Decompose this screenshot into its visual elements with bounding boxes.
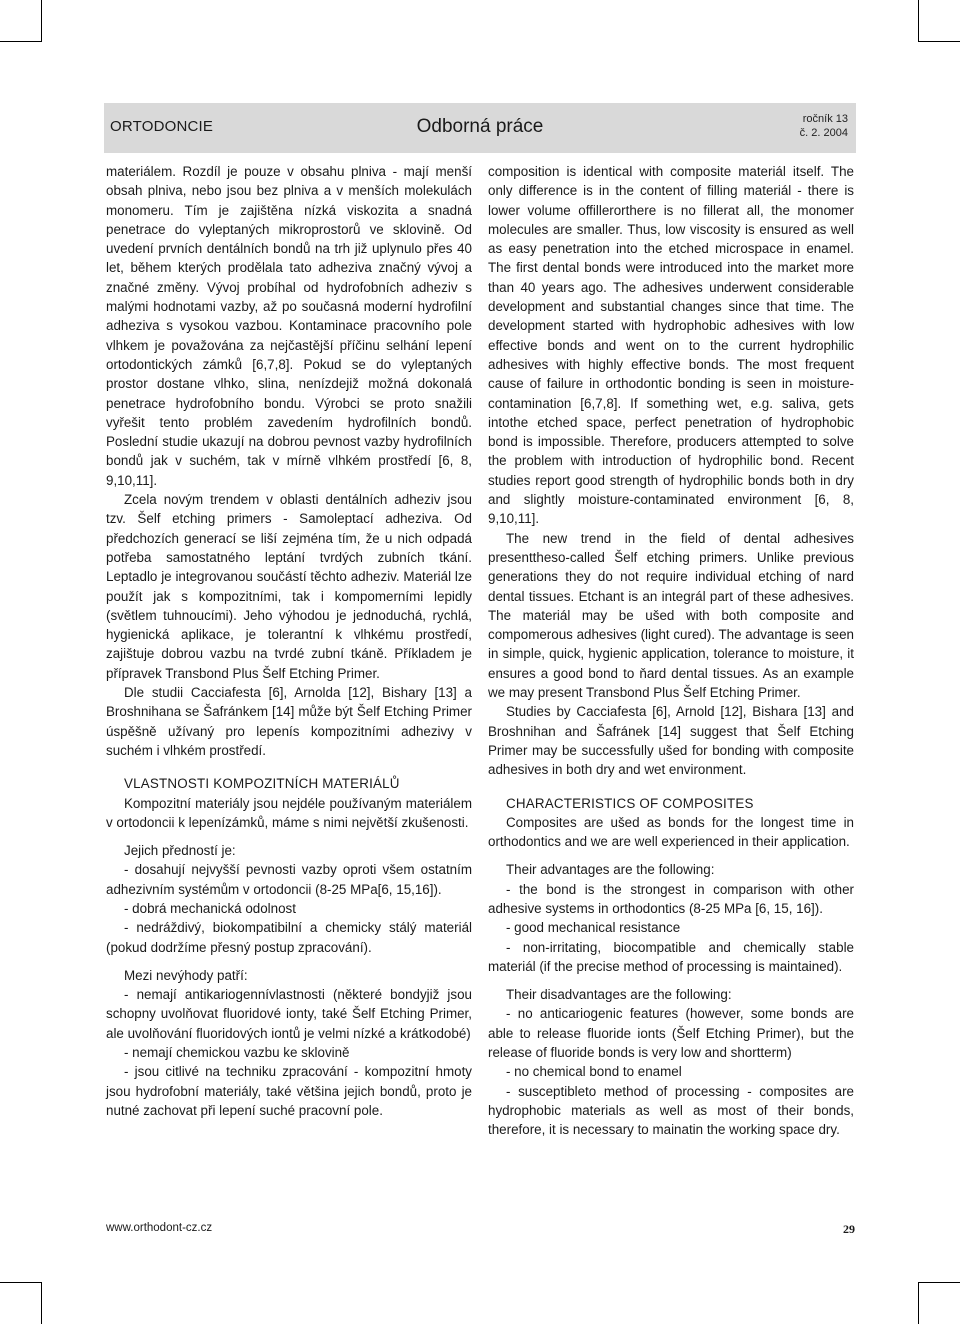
paragraph: materiálem. Rozdíl je pouze v obsahu plniva - mají menší obsah plniva, nebo jsou bez plniva a v menších molekulách monomeru. Tím je zajištěna nízká viskozita a snadná penetrace do vyleptaných mikroprostorů ve sklovině. Od uvedení prvních dentálních bondů na trh již uplynulo přes 40 let, během kterých prodělala tato adheziva značný vývoj a značné změny. Vývoj probíhal od hydrofobních adheziv s malými hodnotami vazby, až po současná moderní hydrofilní adheziva s vysokou vazbou. Kontaminace pracovního pole vlhkem je považována za nejčastější příčinu selhání lepení ortodontických zámků [6,7,8]. Pokud se do vyleptaných prostor dostane vlhko, slina, nenízdejiž možná dokonalá penetrace hydrofobního bondu. Výrobci se proto snažili vyřešit tento problém zavedením hydrofilních bondů. Poslední studie ukazují na dobrou pevnost vazby hydrofilních bondů jak v suchém, tak v mírně vlhkém prostředí [6, 8, 9,10,11]. xyxy=(106,164,472,488)
crop-mark xyxy=(0,41,42,42)
page-title: Odborná práce xyxy=(416,116,544,137)
footer-url[interactable]: www.orthodont-cz.cz xyxy=(106,1222,213,1234)
issue-label: č. 2. 2004 xyxy=(799,127,848,139)
crop-mark xyxy=(918,1282,919,1324)
volume-label: ročník 13 xyxy=(802,113,848,125)
paragraph: - no chemical bond to enamel xyxy=(506,1064,682,1080)
paragraph: Dle studii Cacciafesta [6], Arnolda [12], Bishary [13] a Broshnihana se Šafránkem [14] může být Šelf Etching Primer úspěšně užívaný pro lepenís kompozitními adhezivy v suchém i vlhkém prostředí. xyxy=(106,685,472,758)
section-heading: VLASTNOSTI KOMPOZITNÍCH MATERIÁLŮ xyxy=(124,776,400,792)
paragraph: The new trend in the field of dental adhesives presenttheso-called Šelf etching primers. Unlike previous generations they do not require individual etching of nard dental tissues. Etchant is an integrál part of these adhesives. The materiál may be ušed with both composite and compomerous adhesives (light cured). The advantage is seen in simple, quick, hygienic application, tolerance to moisture, it ensures a good bond to ňard dental tissues. As an example we may present Transbond Plus Šelf Etching Primer. xyxy=(488,530,854,701)
paragraph: composition is identical with composite materiál itself. The only difference is in the content of filling materiál - there is lower volume offillerorthere is no fillerat all, the monomer molecules are smaller. Thus, low viscosity is ensured as well as easy penetration into the etched microspace in enamel. The first dental bonds were introduced into the market more than 40 years ago. The adhesives underwent considerable development and substantial changes since that time. The development started with hydrophobic adhesives with low effective bonds and went on to the current hydrophilic adhesives with highly effective bonds. The most frequent cause of failure in orthodontic bonding is seen in moisture-contamination [6,7,8]. If something wet, e.g. saliva, gets intothe etched space, perfect penetration of hydrophobic bond is impossible. Therefore, producers attempted to solve the problem with introduction of hydrophilic bond. Recent studies report good strength of hydrophilic bonds both in dry and slightly moisture-contaminated environment [6, 8, 9,10,11]. xyxy=(488,164,854,527)
page-header xyxy=(104,103,856,153)
paragraph: - dosahují nejvyšší pevnosti vazby oproti všem ostatním adhezivním systémům v ortodoncii (8-25 MPa[6, 15,16]). xyxy=(106,862,472,897)
paragraph: - the bond is the strongest in comparison with other adhesive systems in orthodontics (8-25 MPa [6, 15, 16]). xyxy=(488,881,854,916)
crop-mark xyxy=(918,0,919,42)
paragraph: - jsou citlivé na techniku zpracování - kompozitní hmoty jsou hydrofobní materiály, také většina jejich bondů, proto je nutné zachovat při lepení suché pracovní pole. xyxy=(106,1064,472,1118)
paragraph: - susceptibleto method of processing - composites are hydrophobic materials as well as most of their bonds, therefore, it is necessary to mainatin the working space dry. xyxy=(488,1083,854,1138)
crop-mark xyxy=(918,1282,960,1283)
paragraph: - nemají chemickou vazbu ke sklovině xyxy=(124,1045,350,1061)
section-label: ORTODONCIE xyxy=(110,118,214,135)
crop-mark xyxy=(41,1282,42,1324)
crop-mark xyxy=(0,1282,42,1283)
paragraph: - non-irritating, biocompatible and chemically stable materiál (if the precise method of processing is maintained). xyxy=(488,939,854,974)
issue-info xyxy=(800,112,848,140)
paragraph: Their advantages are the following: xyxy=(506,862,715,878)
left-column-czech xyxy=(106,162,472,1120)
right-column-english xyxy=(488,162,854,1140)
crop-mark xyxy=(918,41,960,42)
paragraph: Zcela novým trendem v oblasti dentálních adheziv jsou tzv. Šelf etching primers - Samoleptací adheziva. Od předchozích generací se liší zejména tím, že u nich odpadá potřeba samostatného leptání tvrdých zubních tkání. Leptadlo je integrovanou součástí těchto adheziv. Materiál lze použít jak s kompozitními, tak i kompomerními lepidly (světlem tuhnoucími). Jeho výhodou je jednoduchá, rychlá, hygienická aplikace, je tolerantní k vlhkému prostředí, zajištuje dobrou vazbu na tvrdé zubní tkáně. Příkladem je přípravek Transbond Plus Šelf Etching Primer. xyxy=(106,492,472,681)
paragraph: Composites are ušed as bonds for the longest time in orthodontics and we are well experienced in their application. xyxy=(488,814,854,850)
paragraph: Studies by Cacciafesta [6], Arnold [12], Bishara [13] and Broshnihan and Šafránek [14] suggest that Šelf Etching Primer may be successfully ušed for bonding with composite adhesives in both dry and wet environment. xyxy=(488,704,854,778)
paragraph: Jejich předností je: xyxy=(124,843,236,859)
paragraph: Mezi nevýhody patří: xyxy=(124,967,248,983)
section-heading: CHARACTERISTICS OF COMPOSITES xyxy=(506,795,754,811)
paragraph: - good mechanical resistance xyxy=(506,920,681,936)
paragraph: - nedráždivý, biokompatibilní a chemicky stálý materiál (pokud dodržíme přesný postup zpracování). xyxy=(106,920,472,955)
paragraph: Their disadvantages are the following: xyxy=(506,987,732,1003)
crop-mark xyxy=(41,0,42,42)
page-number: 29 xyxy=(843,1222,855,1236)
paragraph: - no anticariogenic features (however, some bonds are able to release fluoride ionts (Šelf Etching Primer), but the release of fluoride bonds is very low and shortterm) xyxy=(488,1006,854,1061)
paragraph: Kompozitní materiály jsou nejdéle používaným materiálem v ortodoncii k lepenízámků, máme s nimi největší zkušenosti. xyxy=(106,795,472,830)
paragraph: - dobrá mechanická odolnost xyxy=(124,900,296,916)
paragraph: - nemají antikariogennívlastnosti (některé bondyjiž jsou schopny uvolňovat fluoridové ionty, také Šelf Etching Primer, ale uvolňování fluoridových iontů je velmi nízké a krátkodobé) xyxy=(106,987,472,1041)
